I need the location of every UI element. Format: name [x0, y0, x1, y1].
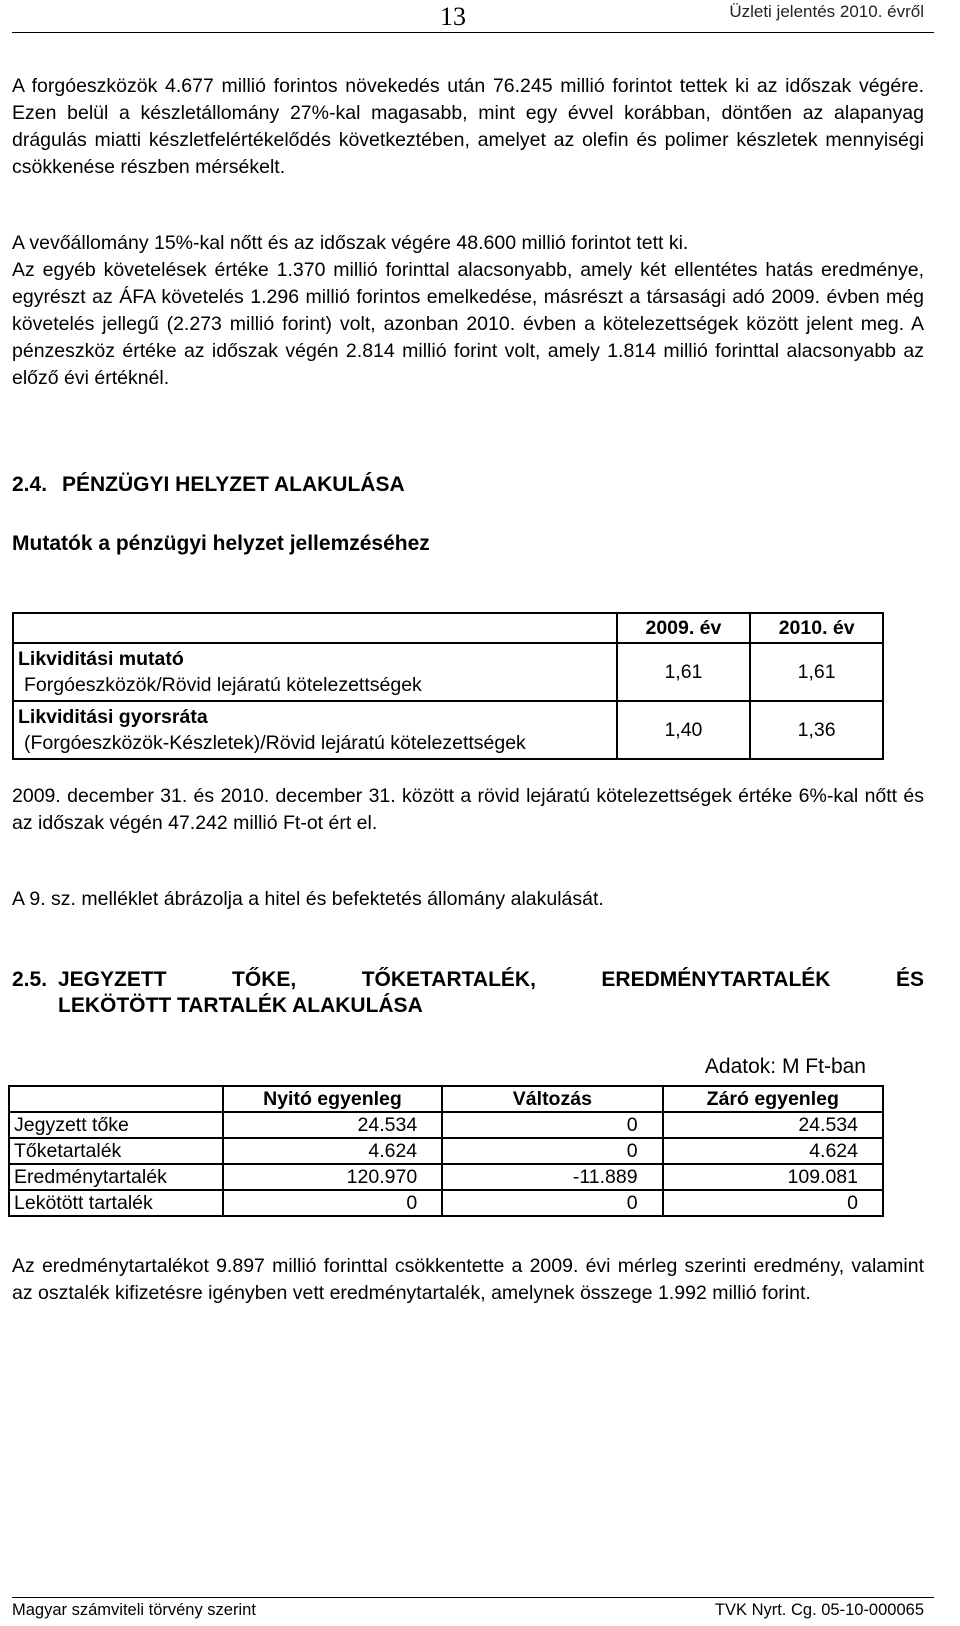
row-label: Lekötött tartalék	[9, 1190, 223, 1216]
value-2009: 1,61	[617, 643, 751, 701]
paragraph-current-assets: A forgóeszközök 4.677 millió forintos növekedés után 76.245 millió forintot tettek ki az időszak végére. Ezen belül a készletállomány 27%-kal magasabb, mint egy évvel korábban, döntően az alapanyag drágulás miatti készletfelértékelődés következtében, amelyet az olefin és polimer készletek mennyiségi csökkenése részben mérsékelt.	[12, 75, 924, 178]
opening-value: 120.970	[223, 1164, 442, 1190]
row-label: Jegyzett tőke	[9, 1112, 223, 1138]
change-value: 0	[442, 1190, 662, 1216]
running-header-title: Üzleti jelentés 2010. évről	[729, 2, 924, 21]
section-number: 2.5.	[12, 968, 48, 991]
table-row	[9, 1164, 883, 1190]
change-value: 0	[442, 1138, 662, 1164]
section-heading-2-5	[12, 968, 924, 1018]
footer-left-text: Magyar számviteli törvény szerint	[12, 1601, 256, 1619]
change-value: -11.889	[442, 1164, 662, 1190]
column-header-opening: Nyitó egyenleg	[223, 1086, 442, 1112]
equity-table	[8, 1085, 884, 1217]
closing-value: 109.081	[663, 1164, 883, 1190]
change-value: 0	[442, 1112, 662, 1138]
table-header-row	[9, 1086, 883, 1112]
paragraph-appendix-note: A 9. sz. melléklet ábrázolja a hitel és befektetés állomány alakulását.	[12, 888, 604, 910]
value-2009: 1,40	[617, 701, 751, 759]
value-2010: 1,61	[750, 643, 883, 701]
table-header-row	[13, 613, 883, 643]
opening-value: 4.624	[223, 1138, 442, 1164]
value-2010: 1,36	[750, 701, 883, 759]
indicator-label-cell	[13, 701, 617, 759]
section-heading-2-4	[12, 473, 405, 497]
section-title-line2: LEKÖTÖTT TARTALÉK ALAKULÁSA	[58, 994, 423, 1017]
column-header-change: Változás	[442, 1086, 662, 1112]
paragraph-retained-earnings: Az eredménytartalékot 9.897 millió forinttal csökkentette a 2009. évi mérleg szerinti eredmény, valamint az osztalék kifizetésre igényben vett eredménytartalék, amelynek összege 1.992 millió forint.	[12, 1255, 924, 1304]
closing-value: 0	[663, 1190, 883, 1216]
footer-right-text: TVK Nyrt. Cg. 05-10-000065	[714, 1601, 924, 1619]
section-title-line1: JEGYZETT TŐKE, TŐKETARTALÉK, EREDMÉNYTARTALÉK ÉS	[58, 968, 924, 991]
table-row	[13, 643, 883, 701]
paragraph-short-term-liabilities: 2009. december 31. és 2010. december 31. között a rövid lejáratú kötelezettségek értéke 6%-kal nőtt és az időszak végén 47.242 millió Ft-ot ért el.	[12, 785, 924, 834]
column-header-2010: 2010. év	[750, 613, 883, 643]
paragraph-receivables: Az egyéb követelések értéke 1.370 millió forinttal alacsonyabb, amely két ellentétes hatás eredménye, egyrészt az ÁFA követelés 1.296 millió forintos emelkedése, másrészt a társasági adó 2009. évben még követelés jellegű (2.273 millió forint) volt, azonban 2010. évben a kötelezettségek között jelent meg. A pénzeszköz értéke az időszak végén 2.814 millió forint volt, amely 1.814 millió forinttal alacsonyabb az előző évi értéknél.	[12, 259, 924, 389]
header-divider	[12, 32, 934, 33]
closing-value: 4.624	[663, 1138, 883, 1164]
section-number: 2.4.	[12, 473, 48, 496]
table-corner-cell	[13, 613, 617, 643]
table-row	[13, 701, 883, 759]
table-row	[9, 1112, 883, 1138]
unit-note: Adatok: M Ft-ban	[704, 1055, 866, 1078]
opening-value: 0	[223, 1190, 442, 1216]
indicator-name: Likviditási mutató	[18, 648, 184, 670]
table-row	[9, 1190, 883, 1216]
column-header-closing: Záró egyenleg	[663, 1086, 883, 1112]
row-label: Eredménytartalék	[9, 1164, 223, 1190]
liquidity-indicators-table	[12, 612, 884, 760]
column-header-2009: 2009. év	[617, 613, 751, 643]
page-number: 13	[440, 2, 466, 31]
footer-divider	[12, 1597, 934, 1598]
indicator-formula: (Forgóeszközök-Készletek)/Rövid lejáratú kötelezettségek	[24, 732, 526, 754]
row-label: Tőketartalék	[9, 1138, 223, 1164]
indicator-label-cell	[13, 643, 617, 701]
indicator-formula: Forgóeszközök/Rövid lejáratú kötelezettségek	[24, 674, 422, 696]
closing-value: 24.534	[663, 1112, 883, 1138]
column-header-blank	[9, 1086, 223, 1112]
section-title: PÉNZÜGYI HELYZET ALAKULÁSA	[62, 473, 405, 496]
indicator-name: Likviditási gyorsráta	[18, 706, 208, 728]
table-row	[9, 1138, 883, 1164]
opening-value: 24.534	[223, 1112, 442, 1138]
subsection-heading: Mutatók a pénzügyi helyzet jellemzéséhez	[12, 532, 430, 555]
paragraph-receivables-line1: A vevőállomány 15%-kal nőtt és az időszak végére 48.600 millió forintot tett ki.	[12, 232, 689, 254]
section-heading-line1	[12, 968, 924, 992]
